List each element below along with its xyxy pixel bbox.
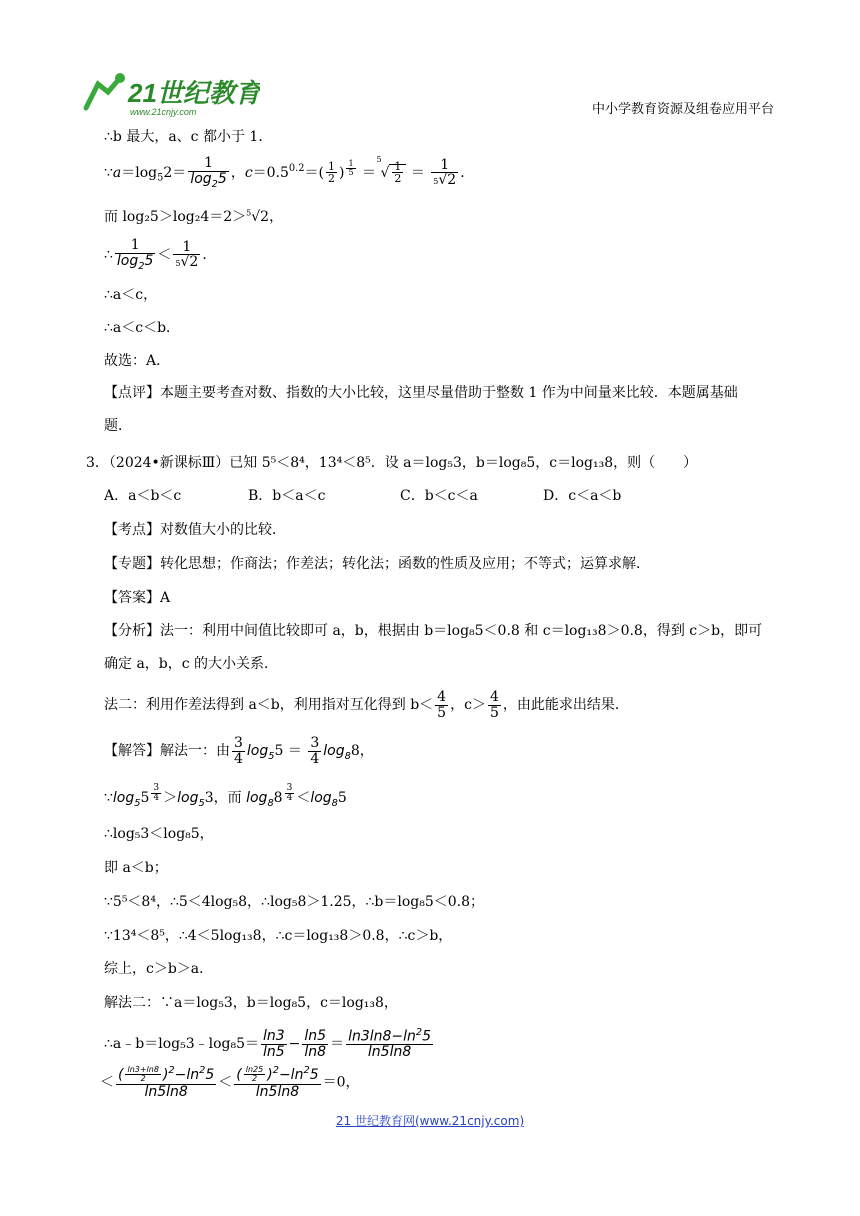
text-line: 解法二：∵a＝log₅3，b＝log₈5，c＝log₁₃8， xyxy=(104,995,398,1011)
text-line: ∴a＜c， xyxy=(104,287,158,303)
text-line: ∴a＜c＜b． xyxy=(104,320,181,336)
logo-url: www.21cnjy.com xyxy=(130,107,197,117)
answer: 【答案】A xyxy=(104,590,171,606)
text-line: 【点评】本题主要考查对数、指数的大小比较，这里尽量借助于整数 1 作为中间量来比较．本题属基础 xyxy=(104,385,738,401)
option-d: D．c＜a＜b xyxy=(543,488,622,504)
site-logo xyxy=(80,70,260,120)
formula-line: $\because\log_55$ $^{\frac{3}{4}}$ $>\log_53$，而 $\log_88$ $^{\frac{3}{4}}$ $<\log_85$ xyxy=(104,783,347,809)
analysis-line: 【分析】法一：利用中间值比较即可 a，b，根据由 b＝log₈5＜0.8 和 c＝log₁₃8＞0.8，得到 c＞b，即可 xyxy=(104,623,763,639)
formula-line: $\because a=\log_52=$ $\frac{1}{\log_25}$ ，$c=0.5^{0.2}=$( $\frac{1}{2}$ ) $^{\frac{1}{5}}$ ＝ 5 √ $\frac{1}{2}$ ＝ $\frac{1}{5√2}$ ． xyxy=(104,154,475,190)
text-line: ∴b 最大，a、c 都小于 1． xyxy=(104,129,273,145)
method-two: 法二：利用作差法得到 a＜b，利用指对互化得到 b＜ $\frac{4}{5}$ ，c＞ $\frac{4}{5}$ ，由此能求出结果． xyxy=(104,689,629,721)
footer-link[interactable]: 21 世纪教育网(www.21cnjy.com) xyxy=(335,1114,525,1128)
formula-line: ∴a﹣b＝log₅3﹣log₈5＝ $\frac{\ln 3}{\ln 5}$ − $\frac{\ln 5}{\ln 8}$ ＝ $\frac{\ln 3\ln 8-\ln^25}{\ln 5\ln 8}$ xyxy=(104,1027,432,1061)
question-3: 3．（2024•新课标Ⅲ）已知 5⁵＜8⁴，13⁴＜8⁵．设 a＝log₅3，b＝log₈5，c＝log₁₃8，则（ ） xyxy=(86,455,698,471)
text-line: 即 a＜b； xyxy=(104,860,168,876)
kaodian: 【考点】对数值大小的比较． xyxy=(104,522,286,538)
logo-text: 21世纪教育 xyxy=(128,78,260,108)
formula-line: ∴ $\frac{1}{\log_25}$ ＜ $\frac{1}{5√2}$ ． xyxy=(104,237,217,272)
text-line: ∵13⁴＜8⁵，∴4＜5log₁₃8，∴c＝log₁₃8＞0.8，∴c＞b， xyxy=(104,928,453,944)
solution-start: 【解答】解法一：由 $\frac{3}{4}$ $\log_55$ ＝ $\frac{3}{4}$ $\log_88$， xyxy=(104,735,374,767)
analysis-line: 确定 a，b，c 的大小关系． xyxy=(104,656,279,672)
option-b: B．b＜a＜c xyxy=(248,488,326,504)
zhuanti: 【专题】转化思想；作商法；作差法；转化法；函数的性质及应用；不等式；运算求解． xyxy=(104,556,650,572)
option-c: C．b＜c＜a xyxy=(400,488,478,504)
formula-line: ＜ ( $\frac{\ln 3+\ln 8}{2}$ )$^2-\ln^25$ ln5ln8 ＜ ( $\frac{\ln 25}{2}$ )$^2-\ln^25$ ln5ln8 ＝0， xyxy=(100,1065,360,1100)
text-line: 而 log₂5＞log₂4＝2＞$^5$√2， xyxy=(104,208,284,225)
text-line: ∴log₅3＜log₈5， xyxy=(104,826,214,842)
text-line: ∵5⁵＜8⁴，∴5＜4log₅8，∴log₅8＞1.25，∴b＝log₈5＜0.8； xyxy=(104,894,485,910)
option-a: A．a＜b＜c xyxy=(104,488,182,504)
text-line: 故选：A． xyxy=(104,353,171,369)
header-platform-name: 中小学教育资源及组卷应用平台 xyxy=(591,102,774,117)
text-line: 综上，c＞b＞a． xyxy=(104,961,214,977)
text-line: 题． xyxy=(104,418,132,434)
